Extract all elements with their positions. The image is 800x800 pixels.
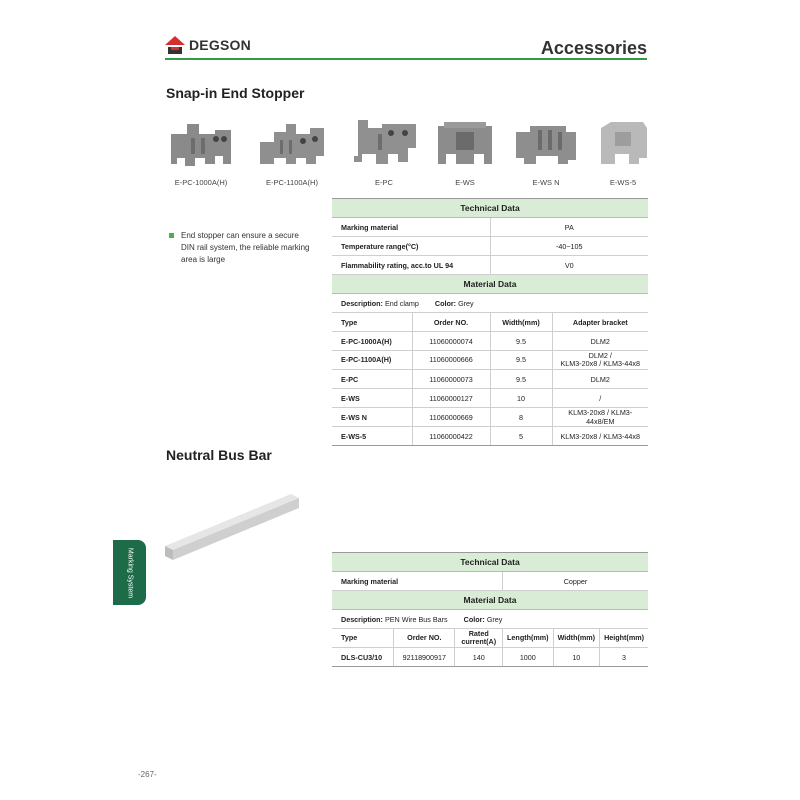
product-caption: E-PC-1000A(H): [174, 178, 228, 187]
product-e-ws: [430, 118, 500, 187]
product-caption: E-PC-1100A(H): [266, 178, 318, 187]
end-stopper-image: [430, 118, 500, 170]
product-e-pc-1000a: [165, 120, 237, 187]
product-e-pc-1100a: [256, 120, 328, 187]
feature-bullet: [169, 230, 314, 266]
table-row: E-WS-5 11060000422 5 KLM3-20x8 / KLM3-44x8: [332, 427, 648, 446]
brand-name: DEGSON: [189, 37, 251, 53]
bus-bar-spec-table: [332, 552, 648, 667]
material-data-heading: Material Data: [332, 275, 648, 294]
description-row: Description: PEN Wire Bus Bars Color: Grey: [332, 610, 648, 629]
end-stopper-spec-table: [332, 198, 648, 446]
product-caption: E-WS-5: [609, 178, 637, 187]
table-row: Marking material PA: [332, 218, 648, 237]
technical-data-heading: Technical Data: [332, 199, 648, 218]
table-row: Temperature range(°C) -40~105: [332, 237, 648, 256]
product-caption: E-WS: [455, 178, 475, 187]
table-row: E-PC-1000A(H) 11060000074 9.5 DLM2: [332, 332, 648, 351]
side-tab-marking-system: Marking System: [113, 540, 146, 605]
material-data-heading: Material Data: [332, 591, 648, 610]
table-header-row: Type Order NO. Rated current(A) Length(mm) Width(mm) Height(mm): [332, 629, 648, 648]
description-row: Description: End clamp Color: Grey: [332, 294, 648, 313]
section-title-end-stopper: Snap-in End Stopper: [166, 85, 305, 101]
bullet-square-icon: [169, 233, 174, 238]
product-caption: E-PC: [375, 178, 393, 187]
page-number: -267-: [138, 770, 157, 779]
table-row: E-WS N 11060000669 8 KLM3-20x8 / KLM3-44x8/EM: [332, 408, 648, 427]
table-row: DLS-CU3/10 92118900917 140 1000 10 3: [332, 648, 648, 667]
table-band: [332, 591, 648, 610]
section-title-bus-bar: Neutral Bus Bar: [166, 447, 272, 463]
end-stopper-image: [510, 118, 582, 170]
bus-bar-image: [163, 488, 303, 568]
table-band: [332, 199, 648, 218]
brand-logo: [165, 36, 251, 54]
end-stopper-image: [593, 118, 653, 170]
page-title: Accessories: [540, 38, 647, 58]
table-row: Marking material Copper: [332, 572, 648, 591]
feature-text: End stopper can ensure a secure DIN rail system, the reliable marking area is large: [181, 231, 310, 264]
end-stopper-image: [348, 118, 420, 170]
degson-logo-icon: [165, 36, 185, 54]
table-row: E-WS 11060000127 10 /: [332, 389, 648, 408]
product-e-ws-n: [510, 118, 582, 187]
end-stopper-image: [165, 120, 237, 170]
product-caption: E-WS N: [532, 178, 560, 187]
table-row: E-PC 11060000073 9.5 DLM2: [332, 370, 648, 389]
table-row: E-PC-1100A(H) 11060000666 9.5 DLM2 / KLM3-20x8 / KLM3-44x8: [332, 351, 648, 370]
product-e-pc: [348, 118, 420, 187]
table-header-row: Type Order NO. Width(mm) Adapter bracket: [332, 313, 648, 332]
end-stopper-image: [256, 120, 328, 170]
table-band: [332, 275, 648, 294]
table-row: Flammability rating, acc.to UL 94 V0: [332, 256, 648, 275]
table-band: [332, 553, 648, 572]
header-divider: [165, 58, 647, 60]
technical-data-heading: Technical Data: [332, 553, 648, 572]
product-e-ws-5: [592, 118, 654, 187]
